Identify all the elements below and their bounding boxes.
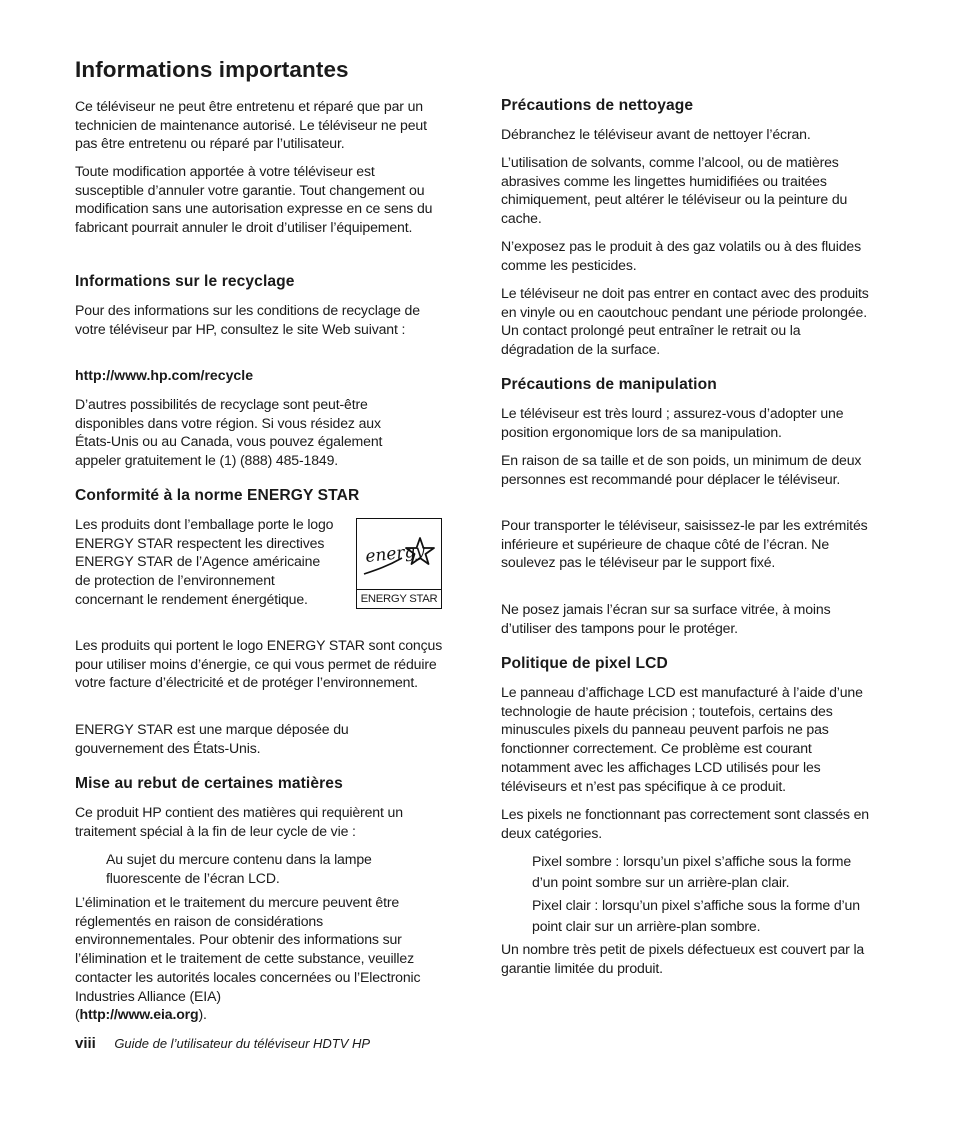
handling-paragraph-4: Ne posez jamais l’écran sur sa surface vitrée, à moins d’utiliser des tampons pour le protéger. [501, 601, 831, 636]
energy-star-icon [358, 520, 440, 586]
disposal-indented-note: Au sujet du mercure contenu dans la lampe fluorescente de l’écran LCD. [106, 851, 372, 886]
disposal-open-paren: ( [75, 1006, 80, 1023]
pixel-light-definition: Pixel clair : lorsqu’un pixel s’affiche sous la forme d’un point clair sur un arrière-plan sombre. [532, 897, 860, 934]
intro-paragraph-2: Toute modification apportée à votre téléviseur est susceptible d’annuler votre garantie. Tout changement ou modification sans une autorisation expresse en ce sens du fabricant pourrait annuler le droit d’utiliser l’équipement. [75, 163, 433, 236]
pixel-paragraph-3: Un nombre très petit de pixels défectueux est couvert par la garantie limitée du produit. [501, 941, 865, 976]
cleaning-heading: Précautions de nettoyage [501, 97, 694, 114]
handling-paragraph-3: Pour transporter le téléviseur, saisissez-le par les extrémités inférieure et supérieure de chaque côté de l’écran. Ne soulevez pas le téléviseur par le support fixé. [501, 517, 868, 571]
disposal-close-paren: ). [198, 1006, 207, 1023]
recycling-paragraph-1: Pour des informations sur les conditions de recyclage de votre téléviseur par HP, consultez le site Web suivant : [75, 302, 420, 337]
cleaning-paragraph-3: N’exposez pas le produit à des gaz volatils ou à des fluides comme les pesticides. [501, 238, 862, 273]
energy-star-logo-label: ENERGY STAR [357, 589, 441, 608]
energy-star-paragraph-3: ENERGY STAR est une marque déposée du gouvernement des États-Unis. [75, 721, 349, 756]
page-number: viii [75, 1035, 96, 1052]
page-title: Informations importantes [75, 57, 349, 82]
pixel-policy-heading: Politique de pixel LCD [501, 655, 668, 672]
disposal-paragraph-1: Ce produit HP contient des matières qui requièrent un traitement spécial à la fin de leur cycle de vie : [75, 804, 403, 839]
energy-star-logo [356, 518, 442, 609]
disposal-heading: Mise au rebut de certaines matières [75, 775, 343, 792]
disposal-paragraph-2-text: L’élimination et le traitement du mercure peuvent être réglementés en raison de considérations environnementales. Pour obtenir des informations sur l’élimination et le traitement de cette substance, veuillez contacter les autorités locales concernées ou l’Electronic Industries Alliance (EIA) [75, 894, 421, 1004]
recycling-heading: Informations sur le recyclage [75, 273, 295, 290]
handling-heading: Précautions de manipulation [501, 376, 717, 393]
handling-paragraph-1: Le téléviseur est très lourd ; assurez-vous d’adopter une position ergonomique lors de sa manipulation. [501, 405, 844, 440]
energy-star-heading: Conformité à la norme ENERGY STAR [75, 487, 360, 504]
pixel-paragraph-2: Les pixels ne fonctionnant pas correctement sont classés en deux catégories. [501, 806, 869, 841]
intro-paragraph-1: Ce téléviseur ne peut être entretenu et réparé que par un technicien de maintenance autorisé. Le téléviseur ne peut pas être entretenu ou réparé par l’utilisateur. [75, 98, 427, 152]
cleaning-paragraph-4: Le téléviseur ne doit pas entrer en contact avec des produits en vinyle ou en caoutchouc pendant une période prolongée. Un contact prolongé peut entraîner le retrait ou la dégradation de la surface. [501, 285, 869, 358]
eia-link[interactable]: http://www.eia.org [79, 1006, 199, 1023]
recycling-link[interactable]: http://www.hp.com/recycle [75, 367, 254, 383]
pixel-dark-definition: Pixel sombre : lorsqu’un pixel s’affiche sous la forme d’un point sombre sur un arrière-plan clair. [532, 853, 852, 890]
handling-paragraph-2: En raison de sa taille et de son poids, un minimum de deux personnes est recommandé pour déplacer le téléviseur. [501, 452, 862, 487]
energy-star-paragraph-1: Les produits dont l’emballage porte le logo ENERGY STAR respectent les directives ENERGY STAR de l’Agence américaine de protection de l’environnement concernant le rendement énergétique. [75, 516, 334, 607]
energy-star-paragraph-2: Les produits qui portent le logo ENERGY STAR sont conçus pour utiliser moins d’énergie, ce qui vous permet de réduire votre facture d’électricité et de protéger l’environnement. [75, 637, 443, 691]
energy-script-text: energy [364, 540, 426, 567]
cleaning-paragraph-2: L’utilisation de solvants, comme l’alcool, ou de matières abrasives comme les lingettes humidifiées ou traitées chimiquement, peut altérer le téléviseur ou la peinture du cache. [501, 154, 848, 227]
cleaning-paragraph-1: Débranchez le téléviseur avant de nettoyer l’écran. [501, 126, 811, 142]
page-footer [75, 1035, 370, 1053]
disposal-paragraph-2 [75, 893, 447, 1024]
guide-title: Guide de l’utilisateur du téléviseur HDTV HP [114, 1036, 371, 1051]
pixel-paragraph-1: Le panneau d’affichage LCD est manufacturé à l’aide d’une technologie de haute précision ; toutefois, certains des minuscules pixels du panneau peuvent parfois ne pas fonctionner correctement. Ce problème est courant notamment avec les affichages LCD utilisés pour les téléviseurs et n’est pas spécifique à ce produit. [501, 684, 863, 794]
recycling-paragraph-2: D’autres possibilités de recyclage sont peut-être disponibles dans votre région. Si vous résidez aux États-Unis ou au Canada, vous pouvez également appeler gratuitement le (1) (888) 485-1849. [75, 396, 383, 469]
